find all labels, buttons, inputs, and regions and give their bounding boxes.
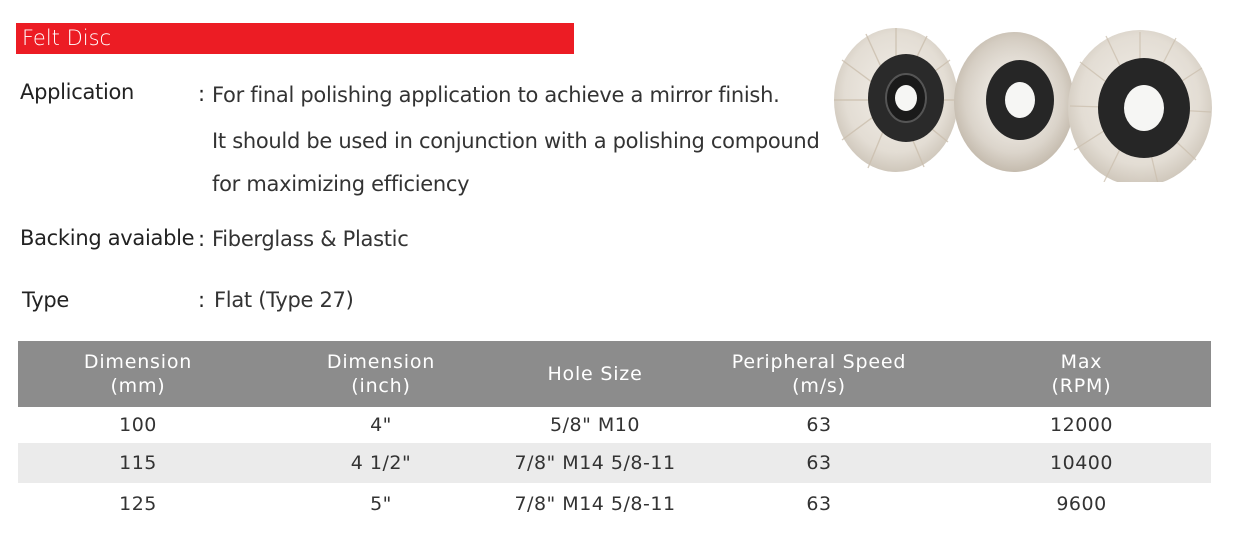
application-label: Application [20, 80, 135, 104]
felt-disc-product-photo [828, 22, 1213, 182]
section-title: Felt Disc [16, 23, 574, 54]
type-label: Type [22, 288, 70, 312]
header-dimension-inch: Dimension (inch) [258, 341, 504, 407]
cell-dimension-inch: 5" [258, 483, 504, 525]
cell-peripheral-speed: 63 [686, 483, 952, 525]
application-line-1: For final polishing application to achieve a mirror finish. [212, 83, 780, 107]
cell-peripheral-speed: 63 [686, 407, 952, 443]
table-row [18, 407, 1211, 443]
type-value: Flat (Type 27) [214, 288, 354, 312]
felt-disc-left [834, 28, 958, 172]
header-dimension-mm: Dimension (mm) [18, 341, 258, 407]
type-colon: : [198, 288, 206, 312]
cell-dimension-inch: 4 1/2" [258, 443, 504, 483]
cell-dimension-mm: 100 [18, 407, 258, 443]
cell-peripheral-speed: 63 [686, 443, 952, 483]
table-header-row [18, 341, 1211, 407]
header-max-rpm: Max (RPM) [952, 341, 1211, 407]
cell-max-rpm: 12000 [952, 407, 1211, 443]
table-row [18, 443, 1211, 483]
cell-dimension-inch: 4" [258, 407, 504, 443]
cell-hole-size: 5/8" M10 [504, 407, 686, 443]
felt-disc-middle [954, 32, 1074, 172]
cell-max-rpm: 9600 [952, 483, 1211, 525]
header-peripheral-speed: Peripheral Speed (m/s) [686, 341, 952, 407]
specification-table [18, 341, 1211, 525]
cell-hole-size: 7/8" M14 5/8-11 [504, 483, 686, 525]
felt-disc-right [1068, 30, 1212, 182]
table-row [18, 483, 1211, 525]
cell-max-rpm: 10400 [952, 443, 1211, 483]
header-hole-size: Hole Size [504, 341, 686, 407]
application-colon: : [198, 82, 206, 106]
backing-label: Backing avaiable [20, 226, 195, 250]
application-line-2: It should be used in conjunction with a polishing compound [212, 129, 820, 153]
cell-dimension-mm: 125 [18, 483, 258, 525]
backing-colon: : [198, 227, 206, 251]
cell-hole-size: 7/8" M14 5/8-11 [504, 443, 686, 483]
backing-value: Fiberglass & Plastic [212, 227, 409, 251]
cell-dimension-mm: 115 [18, 443, 258, 483]
application-line-3: for maximizing efficiency [212, 172, 470, 196]
